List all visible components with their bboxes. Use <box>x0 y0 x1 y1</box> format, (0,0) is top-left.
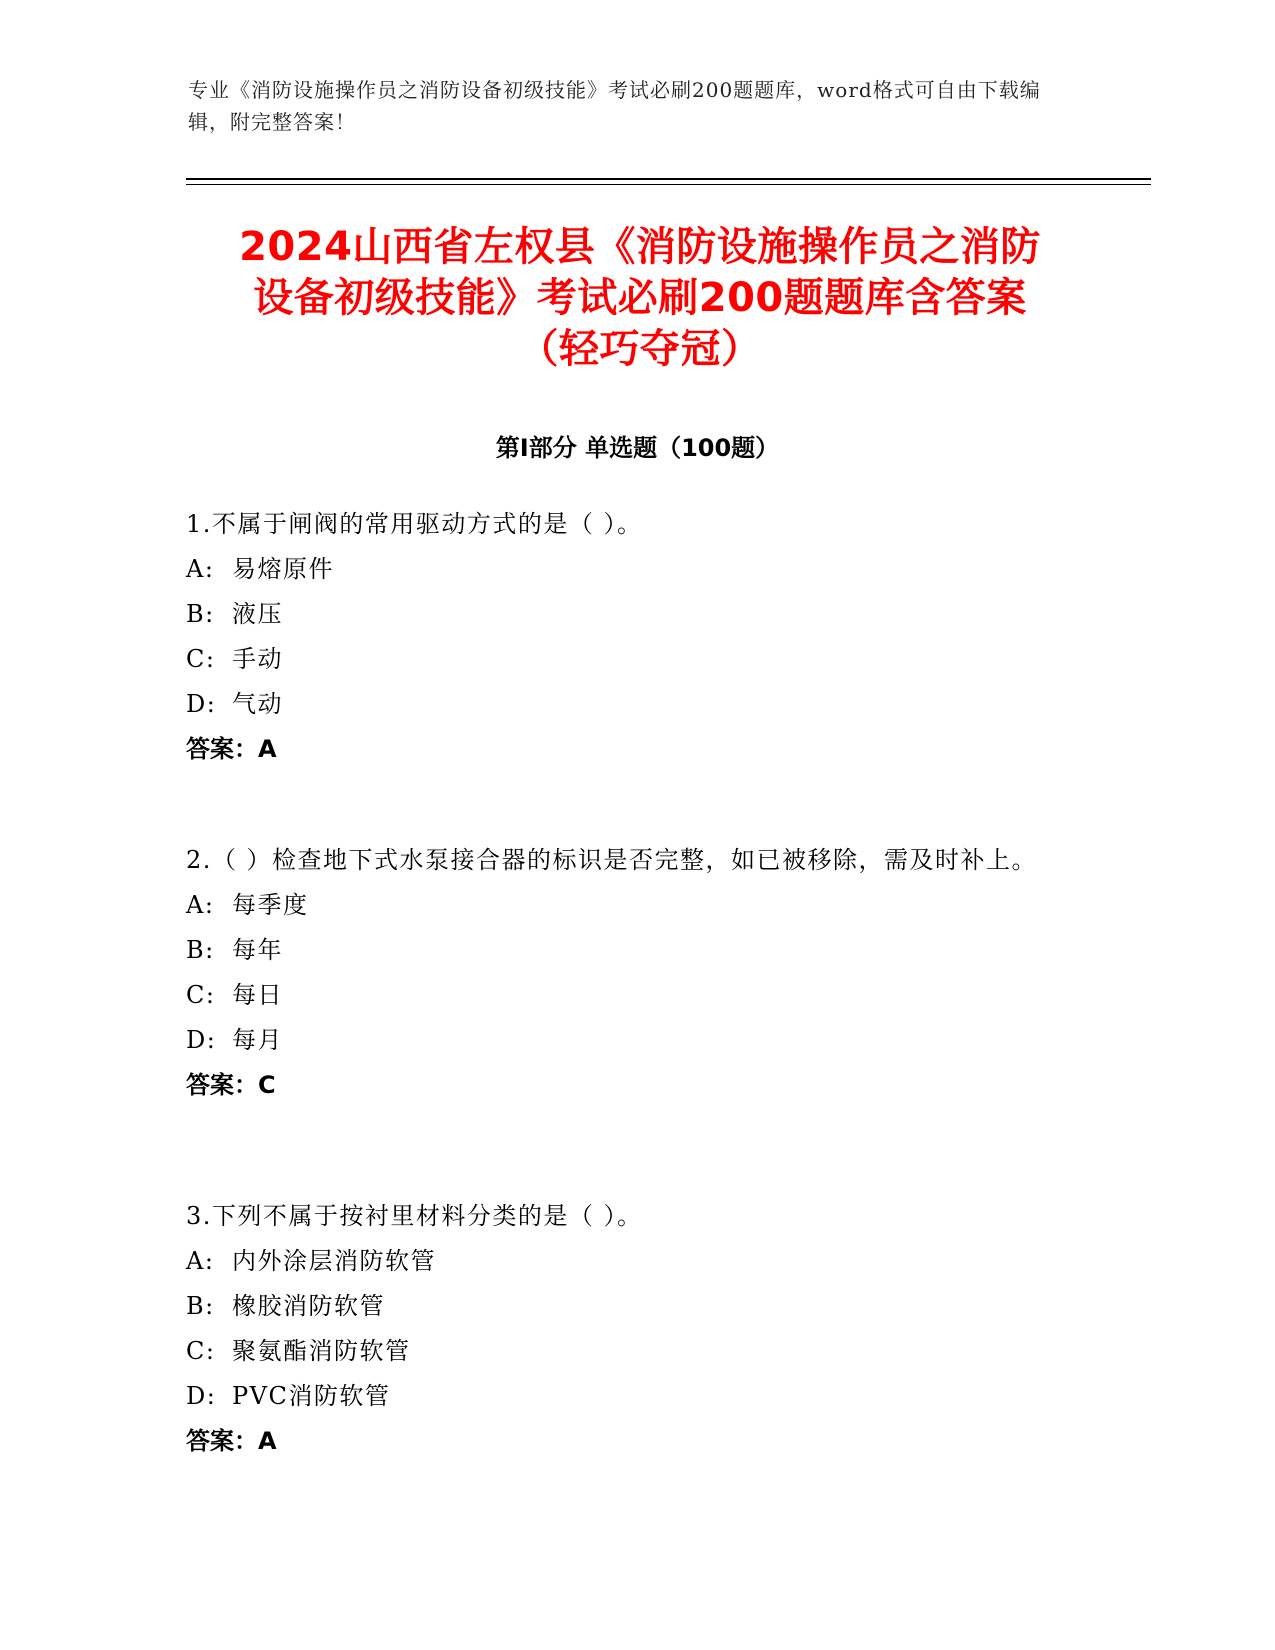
option-key: B: <box>186 600 215 628</box>
answer: 答案：C <box>186 1071 276 1099</box>
option-text: 手动 <box>232 645 283 673</box>
option-text: 内外涂层消防软管 <box>232 1247 436 1275</box>
header-divider-thin <box>186 184 1151 185</box>
option-text: 每年 <box>232 936 283 964</box>
option-key: B: <box>186 936 215 964</box>
option-d <box>186 1374 1076 1419</box>
option-a <box>186 883 1076 928</box>
question-stem: 2.（ ）检查地下式水泵接合器的标识是否完整，如已被移除，需及时补上。 <box>186 846 1038 874</box>
option-key: D: <box>186 1026 217 1054</box>
option-key: C: <box>186 981 216 1009</box>
option-key: C: <box>186 1337 216 1365</box>
title-line-1: 2024山西省左权县《消防设施操作员之消防 <box>239 224 1041 270</box>
option-text: 气动 <box>232 690 283 718</box>
option-c <box>186 637 1076 682</box>
option-key: C: <box>186 645 216 673</box>
option-text: 每日 <box>232 981 283 1009</box>
option-a <box>186 547 1076 592</box>
title-line-3: （轻巧夺冠） <box>518 326 762 372</box>
option-text: 聚氨酯消防软管 <box>232 1337 411 1365</box>
option-key: A: <box>186 891 215 919</box>
answer: 答案：A <box>186 735 277 763</box>
option-c <box>186 973 1076 1018</box>
section-title: 第Ⅰ部分 单选题（100题） <box>495 434 780 462</box>
option-b <box>186 1284 1076 1329</box>
option-text: PVC消防软管 <box>232 1382 391 1410</box>
header-divider-thick <box>186 178 1151 180</box>
page-header-text: 专业《消防设施操作员之消防设备初级技能》考试必刷200题题库，word格式可自由下载编辑，附完整答案！ <box>188 78 1041 134</box>
option-c <box>186 1329 1076 1374</box>
option-text: 每月 <box>232 1026 283 1054</box>
option-text: 橡胶消防软管 <box>232 1292 385 1320</box>
document-title <box>160 222 1120 375</box>
title-line-2: 设备初级技能》考试必刷200题题库含答案 <box>253 275 1027 321</box>
option-b <box>186 592 1076 637</box>
option-d <box>186 1018 1076 1063</box>
option-text: 每季度 <box>232 891 309 919</box>
option-key: D: <box>186 690 217 718</box>
question-1 <box>186 502 1076 772</box>
question-stem: 3.下列不属于按衬里材料分类的是（ ）。 <box>186 1202 643 1230</box>
option-text: 液压 <box>232 600 283 628</box>
option-a <box>186 1239 1076 1284</box>
option-text: 易熔原件 <box>232 555 334 583</box>
option-key: B: <box>186 1292 215 1320</box>
option-key: D: <box>186 1382 217 1410</box>
option-d <box>186 682 1076 727</box>
answer: 答案：A <box>186 1427 277 1455</box>
option-key: A: <box>186 555 215 583</box>
question-2 <box>186 838 1076 1108</box>
question-3 <box>186 1194 1076 1464</box>
option-key: A: <box>186 1247 215 1275</box>
question-stem: 1.不属于闸阀的常用驱动方式的是（ ）。 <box>186 510 643 538</box>
option-b <box>186 928 1076 973</box>
